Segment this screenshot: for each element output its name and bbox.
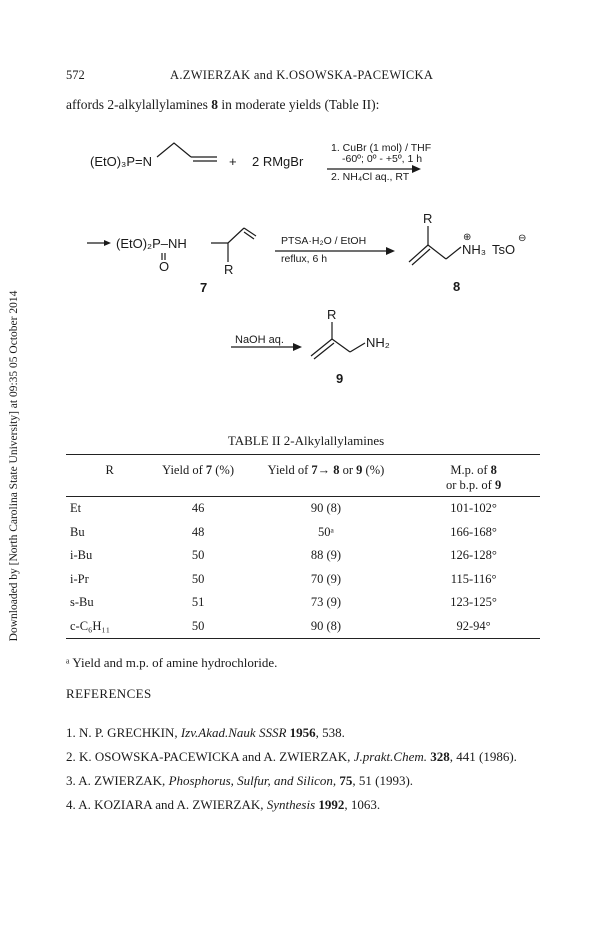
cell-mp: 123-125° [450,595,497,610]
cell-yield-8-9: 88 (9) [310,548,342,563]
cell-yield-8-9: 90 (8) [310,618,342,633]
ch2-bond-8a [428,245,446,259]
reference-item: 4. A. KOZIARA and A. ZWIERZAK, Synthesis 1992, 1063. [66,797,381,812]
compound-label-7: 7 [200,280,208,295]
table-row [66,497,540,521]
allyl-chain-1 [157,143,191,157]
table-row [66,544,540,568]
cell-mp: 166-168° [450,524,497,539]
cell-r: s-Bu [70,595,94,610]
cell-mp: 115-116° [450,571,497,586]
cell-yield-7: 50 [191,548,205,563]
cell-yield-8-9: 70 (9) [310,571,342,586]
phosphoryl-oxygen: O [159,259,170,274]
condition-1c: 2. NH₄Cl aq., RT [331,171,410,183]
amine-group: NH₂ [366,335,390,350]
running-authors: A.ZWIERZAK and K.OSOWSKA-PACEWICKA [170,68,434,82]
ch2-bond-9b [350,343,365,352]
cell-r: i-Bu [70,548,93,563]
r-group-9: R [327,307,337,322]
arrowhead-cont [104,240,111,246]
cell-r: Bu [70,524,85,539]
intro-compound-ref: 8 [211,97,218,112]
grignard-reagent: 2 RMgBr [252,154,304,169]
table-row [66,591,540,615]
cell-mp: 92-94° [456,618,491,633]
table-row [66,615,540,639]
cell-r: Et [70,501,82,516]
cell-yield-8-9: 50ᵃ [317,524,334,539]
cell-yield-7: 46 [191,501,205,516]
cell-yield-7: 50 [191,618,205,633]
table-caption: TABLE II 2-Alkylallylamines [227,433,385,448]
header-yield-7: Yield of 7 (%) [162,463,234,477]
compound-label-9: 9 [336,371,344,386]
cell-mp: 126-128° [450,548,497,563]
cell-yield-7: 51 [191,595,205,610]
arrowhead-2 [386,247,395,255]
cell-r: i-Pr [70,571,89,586]
compound-label-8: 8 [453,279,461,294]
cell-yield-7: 48 [191,524,205,539]
reference-item: 1. N. P. GRECHKIN, Izv.Akad.Nauk SSSR 1956, 538. [66,725,345,740]
vinyl-bond-7a [244,228,256,236]
compound-7-formula: (EtO)₂P–NH [116,236,187,251]
tosylate-charge: ⊖ [518,233,527,244]
ammonium-group: NH₃ [462,242,487,257]
table-row [66,568,540,592]
chain-7 [211,228,244,243]
table-footnote: ᵃ Yield and m.p. of amine hydrochloride. [66,655,278,670]
cell-yield-8-9: 90 (8) [310,501,342,516]
header-r: R [105,463,114,477]
r-group-8: R [423,211,433,226]
intro-text-end: in moderate yields (Table II): [217,97,380,112]
condition-1a: 1. CuBr (1 mol) / THF [331,142,432,154]
condition-2a: PTSA·H₂O / EtOH [281,235,367,247]
reference-item: 3. A. ZWIERZAK, Phosphorus, Sulfur, and Silicon, 75, 51 (1993). [66,773,414,788]
r-group-7: R [224,262,234,277]
ch2-bond-8b [446,247,461,259]
reactant-iminophosphorane: (EtO)₃P=N [90,154,152,169]
page-number: 572 [66,68,85,82]
reaction-scheme [0,0,612,420]
yield-table [66,454,540,639]
reference-item: 2. K. OSOWSKA-PACEWICKA and A. ZWIERZAK, J.prakt.Chem. 328, 441 (1986). [66,749,517,764]
table-header-row [66,455,540,497]
condition-3: NaOH aq. [235,334,284,346]
intro-text: affords 2-alkylallylamines [66,97,212,112]
header-melting-point: M.p. of 8 or b.p. of 9 [445,463,502,492]
condition-2b: reflux, 6 h [281,253,328,265]
cell-yield-7: 50 [191,571,205,586]
arrowhead-1 [412,165,421,173]
header-yield-8-9: Yield of 7→ 8 or 9 (%) [267,463,385,477]
tosylate-anion: TsO [492,242,516,257]
ammonium-charge: ⊕ [463,232,472,243]
table-row [66,521,540,545]
references-heading: REFERENCES [66,686,152,701]
cell-yield-8-9: 73 (9) [310,595,342,610]
cell-r: c-C₆H₁₁ [70,618,111,633]
cell-mp: 101-102° [450,501,497,516]
ch2-bond-9a [332,339,350,352]
download-watermark: Downloaded by [North Carolina State University] at 09:35 05 October 2014 [8,290,20,642]
plus-sign: + [229,154,237,169]
condition-1b: -60º; 0º - +5º, 1 h [342,153,423,165]
references-list [66,725,517,821]
arrowhead-3 [293,343,302,351]
